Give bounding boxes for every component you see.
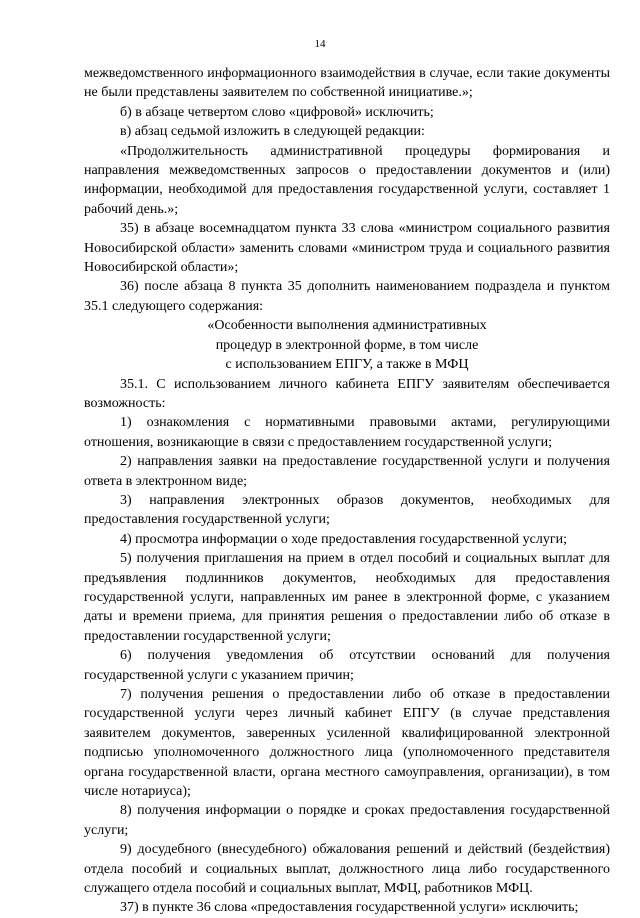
list-item-2: 2) направления заявки на предоставление государственной услуги и получения ответа в электронном виде; (84, 454, 610, 489)
paragraph-item-b: б) в абзаце четвертом слово «цифровой» исключить; (120, 104, 434, 120)
list-item-5: 5) получения приглашения на прием в отдел пособий и социальных выплат для предъявления подлинников документов, необходимых для предоставления государственной услуги, направленных им ранее в электронной форме, с указанием даты и времени приема, для принятия решения о предоставлении либо об отказе в предоставлении государственной услуги; (84, 551, 610, 644)
paragraph-continuation: межведомственного информационного взаимодействия в случае, если такие документы не были представлены заявителем по собственной инициативе.»; (84, 66, 610, 101)
paragraph-item-37: 37) в пункте 36 слова «предоставления государственной услуги» исключить; (120, 900, 579, 916)
list-item-3: 3) направления электронных образов документов, необходимых для предоставления государственной услуги; (84, 492, 610, 528)
section-heading-line-3: с использованием ЕПГУ, а также в МФЦ (225, 357, 469, 373)
paragraph-35-1: 35.1. С использованием личного кабинета ЕПГУ заявителям обеспечивается возможность: (84, 376, 610, 411)
list-item-1: 1) ознакомления с нормативными правовыми актами, регулирующими отношения, возникающие в связи с предоставлением государственной услуги; (84, 415, 610, 450)
list-item-4: 4) просмотра информации о ходе предоставления государственной услуги; (120, 531, 567, 547)
list-item-6: 6) получения уведомления об отсутствии оснований для получения государственной услуги с указанием причин; (84, 648, 610, 683)
list-item-9: 9) досудебного (внесудебного) обжалования решений и действий (бездействия) отдела пособий и социальных выплат, должностного лица либо государственного служащего отдела пособий и социальных выплат, МФЦ, работников МФЦ. (84, 842, 610, 897)
section-heading (84, 316, 610, 374)
section-heading-line-2: процедур в электронной форме, в том числе (215, 337, 479, 353)
section-heading-line-1: «Особенности выполнения административных (207, 318, 487, 334)
list-item-7: 7) получения решения о предоставлении либо об отказе в предоставлении государственной услуги через личный кабинет ЕПГУ (в случае представления заявителем документов, заверенных усиленной квалифицированной электронной подписью уполномоченного должностного лица (уполномоченного представителя органа государственной власти, органа местного самоуправления, организации), в том числе нотариуса); (84, 687, 610, 800)
paragraph-item-36: 36) после абзаца 8 пункта 35 дополнить наименованием подраздела и пунктом 35.1 следующего содержания: (84, 279, 610, 314)
paragraph-item-35: 35) в абзаце восемнадцатом пункта 33 слова «министром социального развития Новосибирской области» заменить словами «министром труда и социального развития Новосибирской области»; (84, 221, 610, 276)
page-number: 14 (314, 38, 326, 50)
paragraph-item-v: в) абзац седьмой изложить в следующей редакции: (120, 124, 425, 140)
paragraph-quote-duration: «Продолжительность административной процедуры формирования и направления межведомственных запросов о предоставлении документов и (или) информации, необходимой для предоставления государственной услуги, составляет 1 рабочий день.»; (84, 143, 610, 217)
document-body (84, 64, 610, 918)
list-item-8: 8) получения информации о порядке и сроках предоставления государственной услуги; (84, 803, 610, 838)
